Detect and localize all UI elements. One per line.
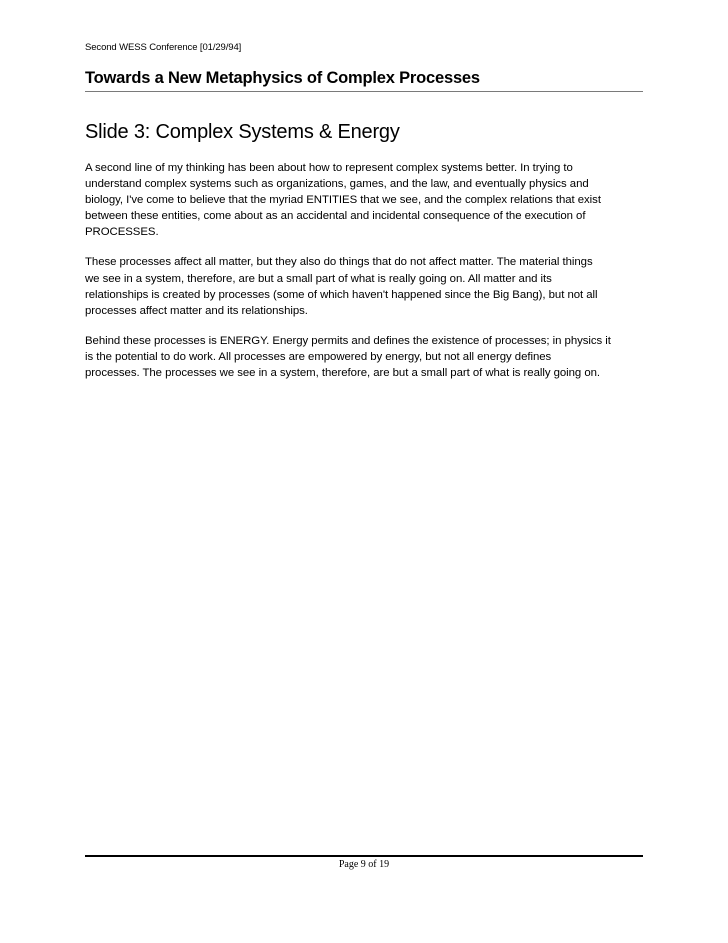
title-divider bbox=[85, 91, 643, 92]
slide-heading: Slide 3: Complex Systems & Energy bbox=[85, 121, 400, 143]
paragraph-line: between these entities, come about as an accidental and incidental consequence of the execution of bbox=[85, 210, 586, 223]
body-text bbox=[85, 160, 647, 395]
paragraph-1 bbox=[85, 160, 647, 240]
document-title: Towards a New Metaphysics of Complex Processes bbox=[85, 69, 480, 87]
paragraph-line: processes affect matter and its relationships. bbox=[85, 304, 308, 317]
paragraph-line: understand complex systems such as organizations, games, and the law, and eventually physics and bbox=[85, 178, 589, 191]
paragraph-line: biology, I've come to believe that the myriad ENTITIES that we see, and the complex relations that exist bbox=[85, 194, 601, 207]
paragraph-line: PROCESSES. bbox=[85, 226, 159, 239]
paragraph-line: These processes affect all matter, but they also do things that do not affect matter. The material things bbox=[85, 256, 593, 269]
paragraph-line: A second line of my thinking has been about how to represent complex systems better. In trying to bbox=[85, 162, 573, 174]
paragraph-line: processes. The processes we see in a system, therefore, are but a small part of what is really going on. bbox=[85, 367, 601, 380]
paragraph-2 bbox=[85, 254, 647, 318]
running-header: Second WESS Conference [01/29/94] bbox=[85, 42, 242, 53]
page-number: Page 9 of 19 bbox=[338, 859, 390, 870]
paragraph-3 bbox=[85, 333, 647, 381]
footer-divider bbox=[85, 855, 643, 857]
paragraph-line: relationships is created by processes (some of which haven't happened since the Big Bang), but not all bbox=[85, 288, 598, 301]
paragraph-line: Behind these processes is ENERGY. Energy permits and defines the existence of processes; in physics it bbox=[85, 334, 611, 347]
paragraph-line: we see in a system, therefore, are but a small part of what is really going on. All matter and its bbox=[85, 272, 552, 285]
paragraph-line: is the potential to do work. All processes are empowered by energy, but not all energy defines bbox=[85, 350, 552, 363]
